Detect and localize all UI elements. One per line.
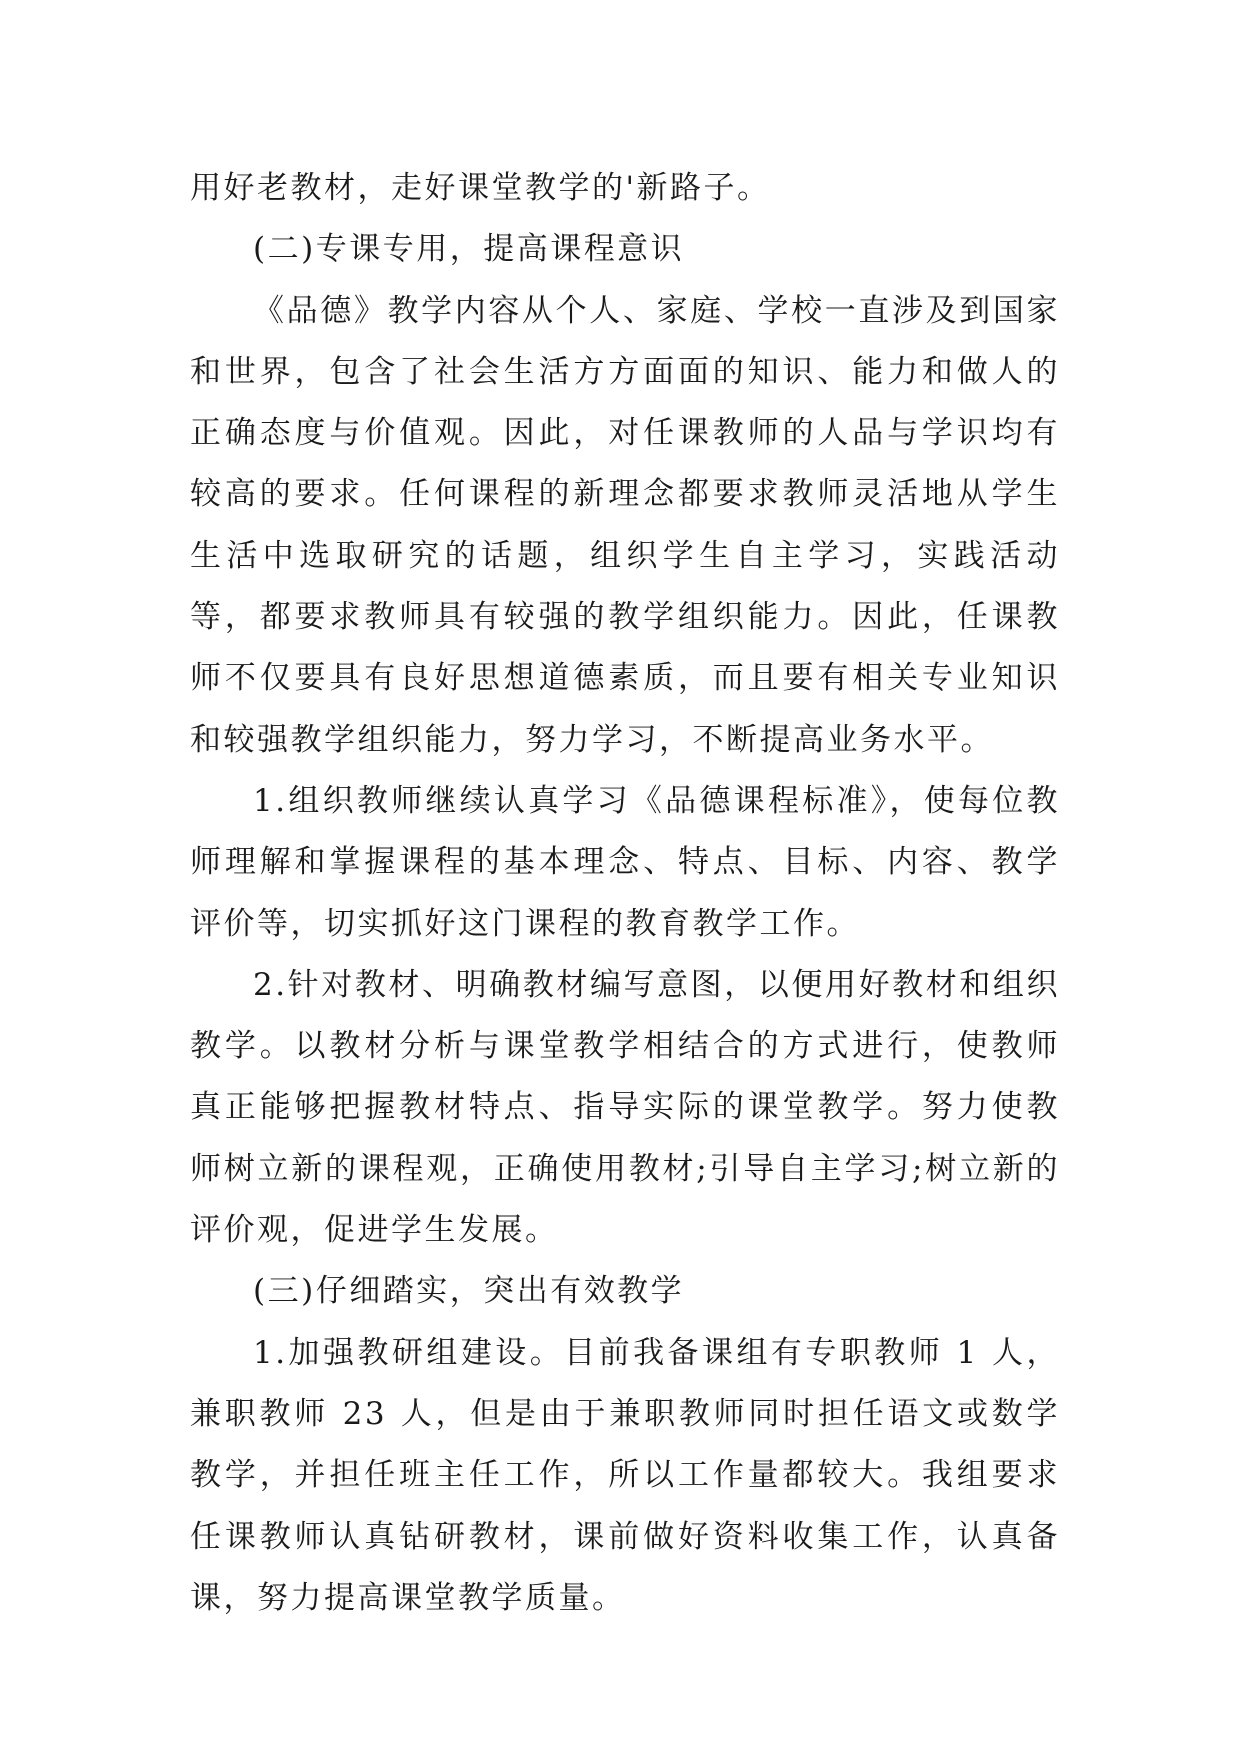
paragraph-item-1: 1.组织教师继续认真学习《品德课程标准》，使每位教师理解和掌握课程的基本理念、特点、目标、内容、教学评价等，切实抓好这门课程的教育教学工作。 xyxy=(190,782,1060,942)
document-body xyxy=(190,158,1060,1629)
section-heading-3: (三)仔细踏实，突出有效教学 xyxy=(253,1273,685,1310)
paragraph-course-intro: 《品德》教学内容从个人、家庭、学校一直涉及到国家和世界，包含了社会生活方方面面的知识、能力和做人的正确态度与价值观。因此，对任课教师的人品与学识均有较高的要求。任何课程的新理念都要求教师灵活地从学生生活中选取研究的话题，组织学生自主学习，实践活动等，都要求教师具有较强的教学组织能力。因此，任课教师不仅要具有良好思想道德素质，而且要有相关专业知识和较强教学组织能力，努力学习，不断提高业务水平。 xyxy=(190,292,1060,758)
paragraph-item-3-1: 1.加强教研组建设。目前我备课组有专职教师 1 人，兼职教师 23 人，但是由于兼职教师同时担任语文或数学教学，并担任班主任工作，所以工作量都较大。我组要求任课教师认真钻研教材，课前做好资料收集工作，认真备课，努力提高课堂教学质量。 xyxy=(190,1334,1060,1616)
paragraph-item-2: 2.针对教材、明确教材编写意图，以便用好教材和组织教学。以教材分析与课堂教学相结合的方式进行，使教师真正能够把握教材特点、指导实际的课堂教学。努力使教师树立新的课程观，正确使用教材;引导自主学习;树立新的评价观，促进学生发展。 xyxy=(190,966,1060,1249)
section-heading-2: (二)专课专用，提高课程意识 xyxy=(253,231,685,268)
paragraph-continuation: 用好老教材，走好课堂教学的'新路子。 xyxy=(190,170,771,206)
